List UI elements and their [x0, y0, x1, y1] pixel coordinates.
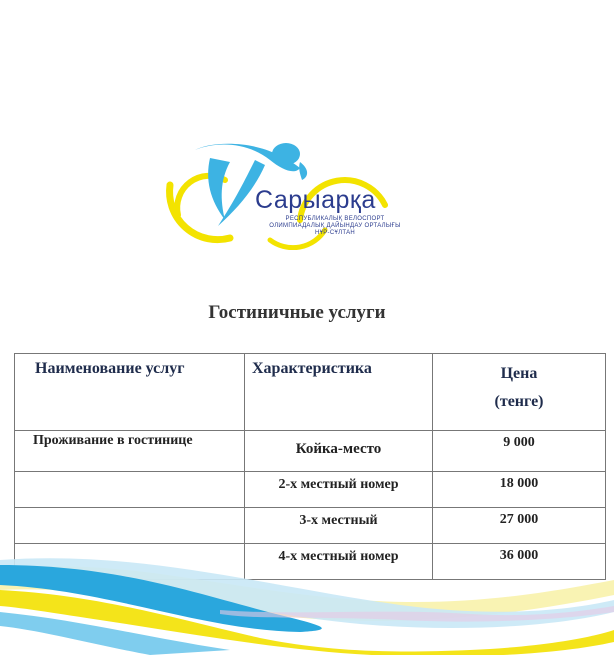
table-header-row	[15, 354, 606, 431]
row-service	[15, 472, 245, 508]
logo-subtitle-line3: НҰР-СҰЛТАН	[314, 230, 356, 236]
row-price: 27 000	[433, 508, 606, 544]
header-price	[433, 354, 606, 431]
row-characteristic: 2-х местный номер	[245, 472, 433, 508]
table-row	[15, 431, 606, 472]
row-characteristic: 3-х местный	[245, 508, 433, 544]
services-price-table	[14, 353, 606, 580]
page-title: Гостиничные услуги	[208, 302, 386, 323]
row-price: 36 000	[433, 544, 606, 580]
row-service: Проживание в гостинице	[15, 431, 245, 472]
header-price-line2: (тенге)	[494, 393, 544, 410]
table-row	[15, 508, 606, 544]
row-characteristic: Койка-место	[245, 431, 433, 472]
row-price: 18 000	[433, 472, 606, 508]
decorative-waves	[0, 550, 614, 655]
sportscenter-logo	[150, 130, 420, 250]
table-row	[15, 472, 606, 508]
header-price-line1: Цена	[500, 365, 538, 382]
row-service	[15, 508, 245, 544]
logo-subtitle-line2: ОЛИМПИАДАЛЫҚ ДАЙЫНДАУ ОРТАЛЫҒЫ	[269, 223, 401, 229]
logo-wordmark: Сарыарқа	[255, 186, 376, 214]
header-characteristic: Характеристика	[245, 354, 433, 431]
header-service: Наименование услуг	[15, 354, 245, 431]
row-price: 9 000	[433, 431, 606, 472]
logo-subtitle-line1: РЕСПУБЛИКАЛЫҚ ВЕЛОСПОРТ	[285, 216, 385, 222]
row-characteristic: 4-х местный номер	[245, 544, 433, 580]
